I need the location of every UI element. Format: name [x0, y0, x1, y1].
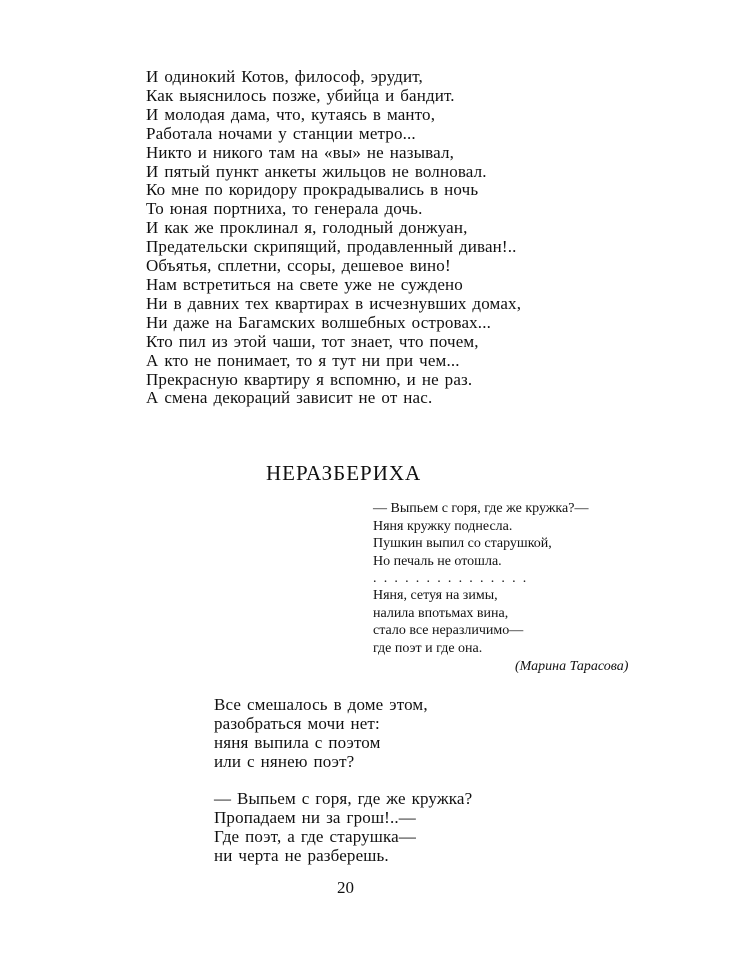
- page-number: 20: [337, 878, 354, 897]
- verse-line: А кто не понимает, то я тут ни при чем...: [146, 350, 460, 370]
- epigraph-line: — Выпьем с горя, где же кружка?—: [373, 501, 589, 516]
- epigraph-line: Няня, сетуя на зимы,: [373, 588, 498, 603]
- epigraph-line: стало все неразличимо—: [373, 623, 524, 638]
- poem-stanza: [214, 789, 472, 865]
- verse-line: И как же проклинал я, голодный донжуан,: [146, 218, 468, 238]
- verse-line: Нам встретиться на свете уже не суждено: [146, 274, 463, 294]
- epigraph-line: налила впотьмах вина,: [373, 605, 509, 621]
- poem-stanza: [214, 695, 472, 771]
- epigraph-line: Няня кружку поднесла.: [373, 518, 513, 534]
- verse-line: Объятья, сплетни, ссоры, дешевое вино!: [146, 256, 451, 276]
- epigraph-line: Пушкин выпил со старушкой,: [373, 536, 552, 551]
- verse-line: Работала ночами у станции метро...: [146, 123, 416, 143]
- verse-line: И одинокий Котов, философ, эрудит,: [146, 67, 423, 86]
- verse-line: Где поэт, а где старушка—: [214, 827, 417, 846]
- verse-line: А смена декораций зависит не от нас.: [146, 388, 433, 408]
- verse-line: няня выпила с поэтом: [214, 733, 381, 752]
- verse-line: ни черта не разберешь.: [214, 846, 389, 865]
- epigraph: [373, 500, 588, 657]
- verse-line: Ко мне по коридору прокрадывались в ночь: [146, 180, 479, 200]
- verse-line: — Выпьем с горя, где же кружка?: [214, 789, 473, 808]
- verse-line: разобраться мочи нет:: [214, 714, 380, 733]
- verse-line: Предательски скрипящий, продавленный диван!..: [146, 237, 517, 257]
- verse-line: или с нянею поэт?: [214, 752, 355, 771]
- epigraph-line: где поэт и где она.: [373, 640, 483, 656]
- poem-body: [214, 695, 472, 865]
- omission-dots: ...............: [373, 571, 534, 586]
- top-stanza: [146, 68, 521, 408]
- verse-line: Кто пил из этой чаши, тот знает, что почем,: [146, 331, 479, 351]
- poem-title: НЕРАЗБЕРИХА: [266, 461, 422, 485]
- verse-line: Ни в давних тех квартирах в исчезнувших домах,: [146, 293, 522, 313]
- verse-line: Никто и никого там на «вы» не называл,: [146, 142, 454, 162]
- verse-line: И молодая дама, что, кутаясь в манто,: [146, 104, 436, 124]
- verse-line: Все смешалось в доме этом,: [214, 695, 428, 714]
- verse-line: Прекрасную квартиру я вспомню, и не раз.: [146, 369, 473, 389]
- verse-line: И пятый пункт анкеты жильцов не волновал.: [146, 161, 487, 181]
- epigraph-line: Но печаль не отошла.: [373, 553, 502, 569]
- epigraph-attribution: (Марина Тарасова): [515, 659, 629, 674]
- verse-line: Ни даже на Багамских волшебных островах...: [146, 312, 491, 332]
- verse-line: То юная портниха, то генерала дочь.: [146, 199, 423, 219]
- verse-line: Пропадаем ни за грош!..—: [214, 808, 416, 827]
- verse-line: Как выяснилось позже, убийца и бандит.: [146, 85, 455, 105]
